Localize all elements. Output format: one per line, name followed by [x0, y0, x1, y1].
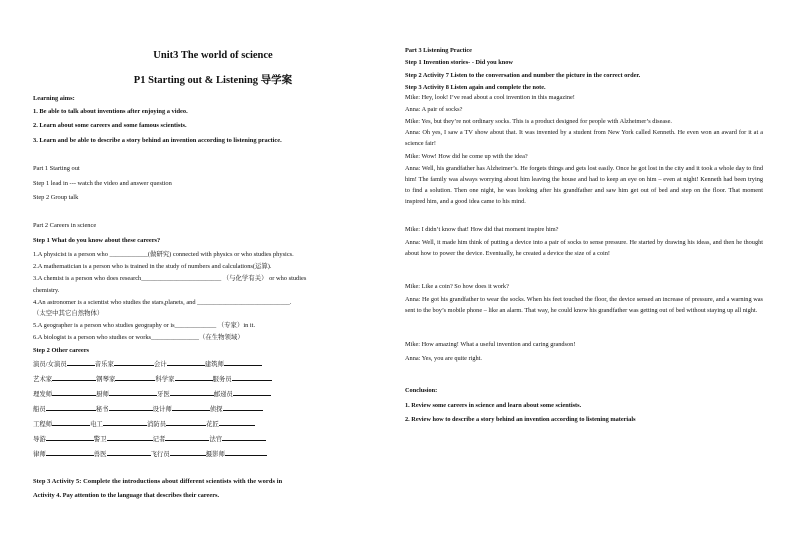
answer-blank	[52, 389, 96, 396]
aim-item: 1. Be able to talk about inventions after enjoying a video.	[33, 108, 188, 115]
career-line: chemistry.	[33, 287, 60, 294]
dialogue-line: Mike: Like a coin? So how does it work?	[405, 283, 509, 290]
career-line: 1.A physicist is a person who ____________(做研究) connected with physics or who studies physics.	[33, 251, 294, 258]
jobs-row	[33, 374, 272, 383]
job-term: 飞行员	[150, 451, 170, 458]
lesson-subtitle: P1 Starting out & Listening 导学案	[133, 75, 293, 86]
dialogue-line: Anna: Oh yes, I saw a TV show about that. It was invented by a student from New York called Kenneth. He even won an award for it at a science fair!	[405, 129, 763, 147]
dialogue-line: Mike: How amazing! What a useful invention and caring grandson!	[405, 341, 576, 348]
job-term: 消防员	[146, 421, 167, 428]
aim-item: 2. Learn about some careers and some famous scientists.	[33, 122, 187, 129]
aim-item: 3. Learn and be able to describe a story behind an invention according to listening practice.	[33, 137, 282, 144]
answer-blank	[167, 359, 205, 366]
career-line: （太空中其它自然物体）	[33, 310, 104, 317]
job-term: 邮递员	[213, 391, 233, 398]
answer-blank	[166, 419, 206, 426]
job-term: 警卫	[93, 436, 107, 443]
answer-blank	[109, 389, 157, 396]
job-term: 秘书	[95, 406, 109, 413]
dialogue-line: Anna: Yes, you are quite right.	[405, 355, 482, 362]
answer-blank	[222, 434, 266, 441]
answer-blank	[109, 404, 153, 411]
part1-step1: Step 1 lead in --- watch the video and answer question	[33, 180, 172, 187]
part2-heading: Part 2 Careers in science	[33, 222, 97, 229]
job-term: 厨师	[96, 391, 109, 398]
answer-blank	[232, 374, 272, 381]
answer-blank	[223, 404, 263, 411]
jobs-row	[33, 389, 271, 398]
part1-heading: Part 1 Starting out	[33, 165, 80, 172]
dialogue-line: Mike: Hey, look! I’ve read about a cool invention in this magazine!	[405, 94, 575, 101]
job-term: 建筑师	[204, 361, 224, 368]
job-term: 牙医	[156, 391, 170, 398]
part3-heading: Part 3 Listening Practice	[405, 47, 472, 54]
job-term: 船员	[33, 406, 46, 413]
answer-blank	[107, 434, 153, 441]
answer-blank	[233, 389, 271, 396]
answer-blank	[52, 419, 90, 426]
job-term: 服务员	[212, 376, 232, 383]
job-term: 电工	[90, 421, 103, 428]
job-term: 摄影师	[205, 451, 225, 458]
part2-step1: Step 1 What do you know about these careers?	[33, 237, 161, 244]
career-line: 6.A biologist is a person who studies or works_______________（在生物领域）	[33, 334, 244, 341]
answer-blank	[115, 374, 155, 381]
answer-blank	[165, 434, 209, 441]
answer-blank	[224, 359, 262, 366]
job-term: 音乐家	[94, 361, 114, 368]
part3-step1: Step 1 Invention stories- - Did you know	[405, 59, 513, 66]
job-term: 科学家	[155, 376, 175, 383]
job-term: 工程师	[33, 421, 53, 428]
job-term: 侦探	[209, 406, 223, 413]
career-line: 2.A mathematician is a person who is trained in the study of numbers and calculations(运算).	[33, 263, 272, 270]
dialogue-line: Anna: A pair of socks?	[405, 106, 463, 113]
jobs-row	[33, 419, 255, 428]
answer-blank	[172, 404, 210, 411]
jobs-row	[33, 449, 267, 458]
conclusion-item: 2. Review how to describe a story behind an invention according to listening materials	[405, 416, 636, 423]
dialogue-line: Mike: Yes, but they’re not ordinary socks. This is a product designed for people with Alzheimer’s disease.	[405, 118, 672, 125]
job-term: 艺术家	[33, 376, 53, 383]
answer-blank	[219, 419, 255, 426]
job-term: 律师	[33, 451, 46, 458]
dialogue-line: Anna: Well, it made him think of putting a device into a pair of socks to sense pressure. He started by drawing his ideas, and then he thought about how to power the device. Eventually, he created a device the size of a coin!	[405, 239, 763, 257]
career-line: 4.An astronomer is a scientist who studies the stars,planets, and _____________________________.	[33, 299, 292, 306]
dialogue-line: Mike: Wow! How did he come up with the idea?	[405, 153, 528, 160]
part2-step3-line2: Activity 4. Pay attention to the language that describes their careers.	[33, 492, 220, 499]
jobs-row	[33, 434, 266, 443]
answer-blank	[175, 374, 213, 381]
answer-blank	[114, 359, 154, 366]
job-term: 记者	[152, 436, 166, 443]
answer-blank	[170, 389, 214, 396]
part2-step2: Step 2 Other careers	[33, 347, 90, 354]
conclusion-item: 1. Review some careers in science and learn about some scientists.	[405, 402, 582, 409]
answer-blank	[170, 449, 206, 456]
answer-blank	[52, 374, 96, 381]
jobs-row	[33, 359, 262, 368]
job-term: 法官	[209, 436, 223, 443]
conclusion-heading: Conclusion:	[405, 387, 438, 394]
dialogue-line: Anna: He got his grandfather to wear the socks. When his feet touched the floor, the device sensed an increase of pressure, and a warning was sent to the boy’s mobile phone – like an alarm. That way, he could know his grandfather was getting out of bed without staying up all night.	[405, 296, 763, 314]
job-term: 钢琴家	[96, 376, 116, 383]
part2-step3-line1: Step 3 Activity 5: Complete the introductions about different scientists with the words in	[33, 478, 283, 485]
job-term: 会计	[153, 361, 167, 368]
answer-blank	[107, 449, 151, 456]
job-term: 演员/女演员	[33, 361, 67, 368]
answer-blank	[46, 449, 94, 456]
answer-blank	[46, 404, 96, 411]
job-term: 兽医	[93, 451, 107, 458]
part3-step3: Step 3 Activity 8 Listen again and complete the note.	[405, 84, 546, 91]
answer-blank	[225, 449, 267, 456]
job-term: 设计师	[152, 406, 172, 413]
career-line: 3.A chemist is a person who does research_________________________ （与化学有关） or who studies	[33, 275, 307, 282]
job-term: 导游	[33, 436, 46, 443]
dialogue-line: Mike: I didn’t know that! How did that moment inspire him?	[405, 226, 559, 233]
job-term: 理发师	[33, 391, 53, 398]
job-term: 花匠	[206, 421, 219, 428]
career-line: 5.A geographer is a person who studies geography or is_____________ （专家）in it.	[33, 322, 256, 329]
answer-blank	[103, 419, 147, 426]
answer-blank	[67, 359, 95, 366]
jobs-row	[33, 404, 263, 413]
unit-title: Unit3 The world of science	[153, 50, 273, 61]
dialogue-line: Anna: Well, his grandfather has Alzheimer’s. He forgets things and gets lost easily. Once he got lost in the city and it took a whole day to find him! The family was always worrying about him leaving the house and had to keep an eye on him – even at night! Kenneth had been trying to find a solution. Then one night, he was looking after his grandfather and saw him get out of bed and step on the floor. That moment inspired him, and a good idea came to his mind.	[405, 165, 763, 205]
part3-step2: Step 2 Activity 7 Listen to the conversation and number the picture in the correct order.	[405, 72, 641, 79]
part1-step2: Step 2 Group talk	[33, 194, 79, 201]
answer-blank	[46, 434, 94, 441]
aims-heading: Learning aims:	[33, 95, 75, 102]
